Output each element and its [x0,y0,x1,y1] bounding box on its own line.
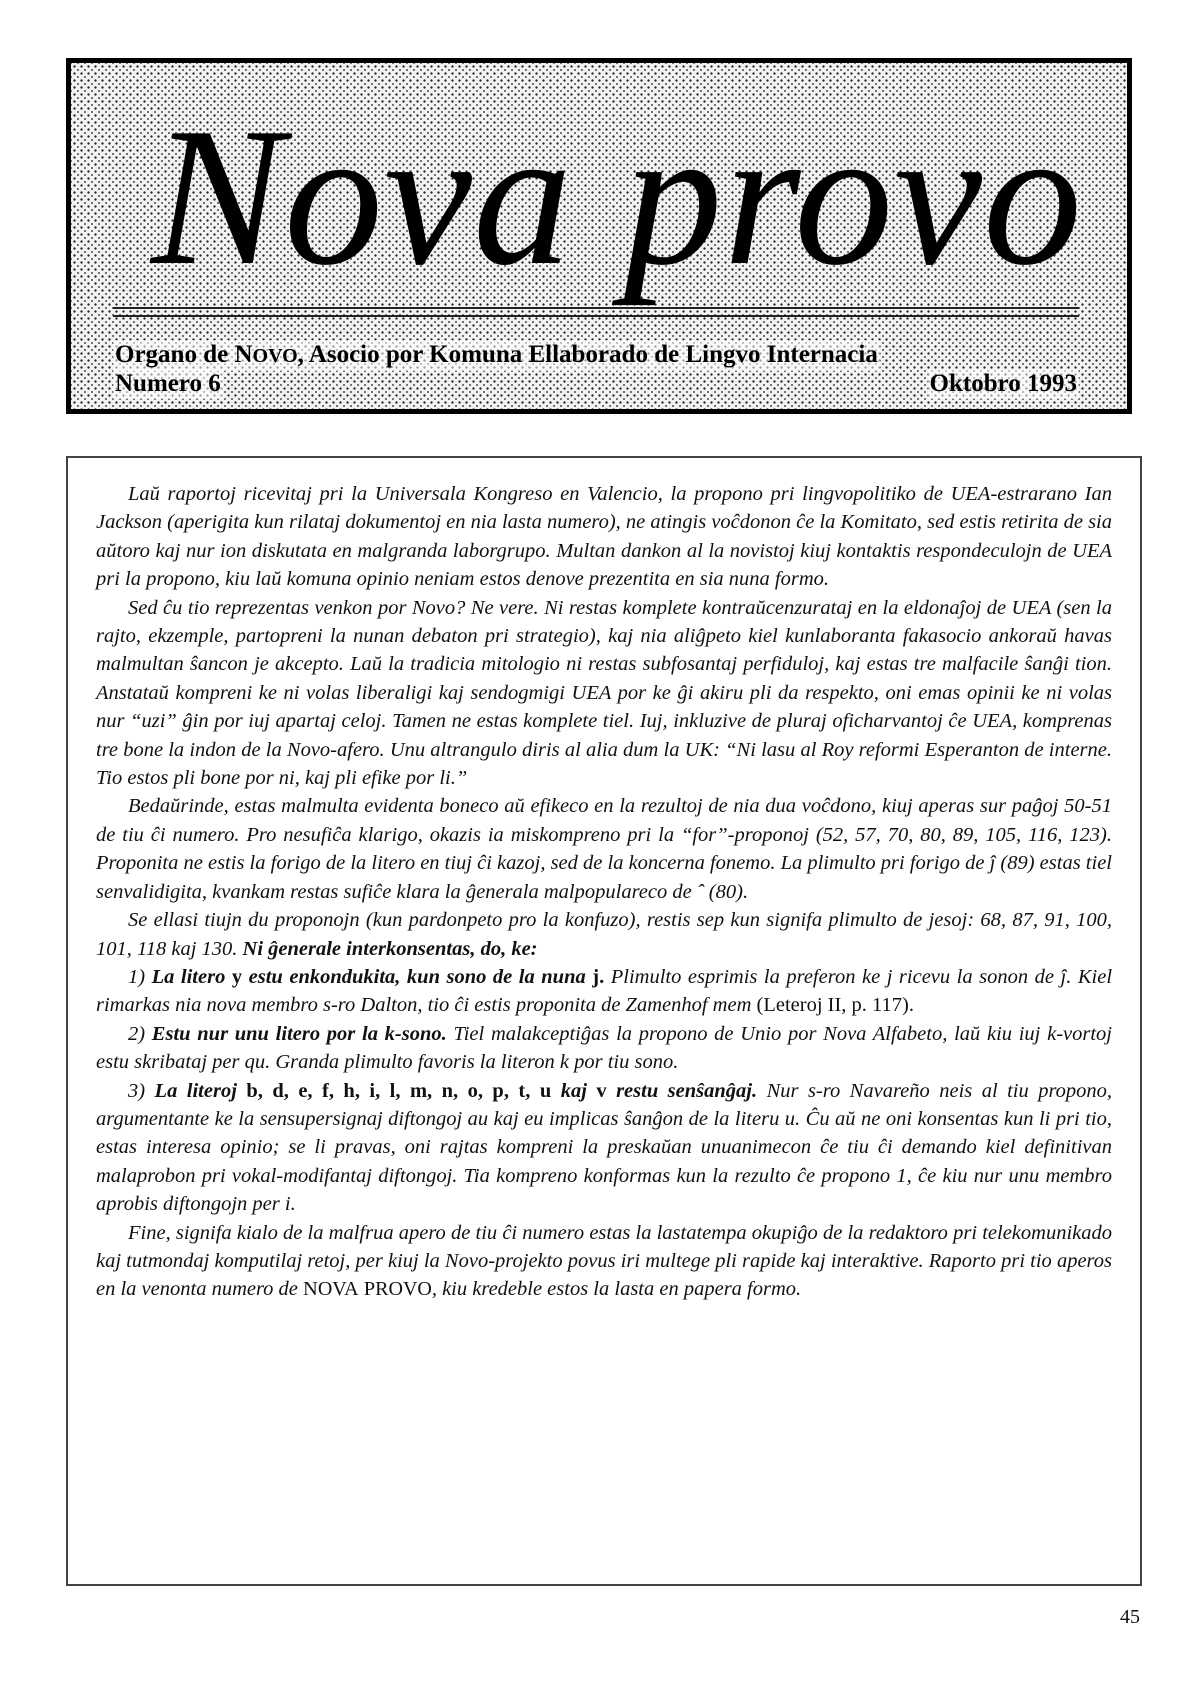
paragraph-final: Fine, signifa kialo de la malfrua apero de tiu ĉi numero estas la lastatempa okupiĝo de la redaktoro pri telekomunikado kaj tutmondaj komputilaj retoj, per kiuj la Novo-projekto povus iri multege pli rapide kaj interaktive. Raporto pri tio aperos en la venonta numero de NOVA PROVO, kiu kredeble estos la lasta en papera formo. [96,1221,1112,1301]
paragraph-2: Sed ĉu tio reprezentas venkon por Novo? Ne vere. Ni restas komplete kontraŭcenzurataj en la eldonaĵoj de UEA (sen la rajto, ekzemple, partopreni la nunan debaton pri strategio), kaj nia aliĝpeto kiel kunlaboranta fakasocio ankoraŭ havas malmultan ŝancon je akcepto. Laŭ la tradicia mitologio ni restas subfosantaj perfiduloj, kaj estas tre malfacile ŝanĝi tion. Anstataŭ kompreni ke ni volas liberaligi kaj sendogmigi UEA por ke ĝi akiru pli da respekto, oni emas opinii ke ni volas nur “uzi” ĝin por iuj apartaj celoj. Tamen ne estas komplete tiel. Iuj, inkluzive de pluraj oficharvantoj ĉe UEA, komprenas tre bone la indon de la Novo-afero. Unu altrangulo diris al alia dum la UK: “Ni lasu al Roy reformi Esperanton de interne. Tio estos pli bone por ni, kaj pli efike por li.” [96,596,1112,790]
article-box [66,456,1142,1586]
masthead-subtitle [113,340,1079,371]
masthead [66,58,1132,414]
paragraph-3: Bedaŭrinde, estas malmulta evidenta boneco aŭ efikeco en la rezultoj de nia dua voĉdono, kiuj aperas sur paĝoj 50-51 de tiu ĉi numero. Pro nesufiĉa klarigo, okazis ia miskompreno pri la “for”-proponoj (52, 57, 70, 80, 89, 105, 116, 123). Proponita ne estis la forigo de la litero en tiuj ĉi kazoj, sed de la koncerna fonemo. La plimulto pri forigo de ĵ (89) estas tiel senvalidigita, kvankam restas sufiĉe klara la ĝenerala malpopulareco de ˆ (80). [96,795,1112,903]
paragraph-4: Se ellasi tiujn du proponojn (kun pardonpeto pro la konfuzo), restis sep kun signifa plimulto de jesoj: 68, 87, 91, 100, 101, 118 kaj 130. Ni ĝenerale interkonsentas, do, ke: [96,909,1112,960]
paragraph-1: Laŭ raportoj ricevitaj pri la Universala Kongreso en Valencio, la propono pri lingvopolitiko de UEA-estrarano Ian Jackson (aperigita kun rilataj dokumentoj en nia lasta numero), ne atingis voĉdonon ĉe la Komitato, sed estis retirita de sia aŭtoro kaj nur ion diskutata en malgranda laborgrupo. Multan dankon al la novistoj kiuj kontaktis respondeculojn de UEA pri la propono, kiu laŭ komuna opinio neniam estos denove prezentita en sia nuna formo. [96,483,1112,591]
page-number: 45 [1120,1606,1140,1628]
masthead-rule-top [113,307,1079,309]
issue-date: Oktobro 1993 [929,370,1077,397]
masthead-rule-bottom [113,315,1079,317]
journal-title: Nova provo [151,87,1084,306]
point-1: 1) La litero y estu enkondukita, kun sono de la nuna j. Plimulto esprimis la preferon ke j ricevu la sonon de ĵ. Kiel rimarkas nia nova membro s-ro Dalton, tio ĉi estis proponita de Zamenhof mem (Leteroj II, p. 117). [96,965,1113,1017]
point-3: 3) La literoj b, d, e, f, h, i, l, m, n, o, p, t, u kaj v restu senŝanĝaj. Nur s-ro Navareño neis al tiu propono, argumentante ke la sensupersignaj diftongoj au kaj eu implicas ŝanĝon de la literu u. Ĉu aŭ ne oni konsentas kun li pri tio, estas interesa opinio; se li pravas, oni rajtas kompreni la preskaŭan unuanimecon ĉe tiu ĉi demando kiel definitivan malaprobon pri vokal-modifantaj diftongoj. Tia kompreno konformas kun la rezulto ĉe propono 1, ĉe kiu nur unu membro aprobis diftongojn per i. [96,1079,1113,1216]
point-2: 2) Estu nur unu litero por la k-sono. Tiel malakceptiĝas la propono de Unio por Nova Alfabeto, laŭ kiu iuj k-vortoj estu skribataj per qu. Granda plimulto favoris la literon k por tiu sono. [96,1022,1112,1074]
masthead-issue-line [113,369,1079,399]
issue-number: Numero 6 [115,370,221,397]
organo-line: Organo de NOVO, Asocio por Komuna Ellaborado de Lingvo Internacia [113,340,880,371]
